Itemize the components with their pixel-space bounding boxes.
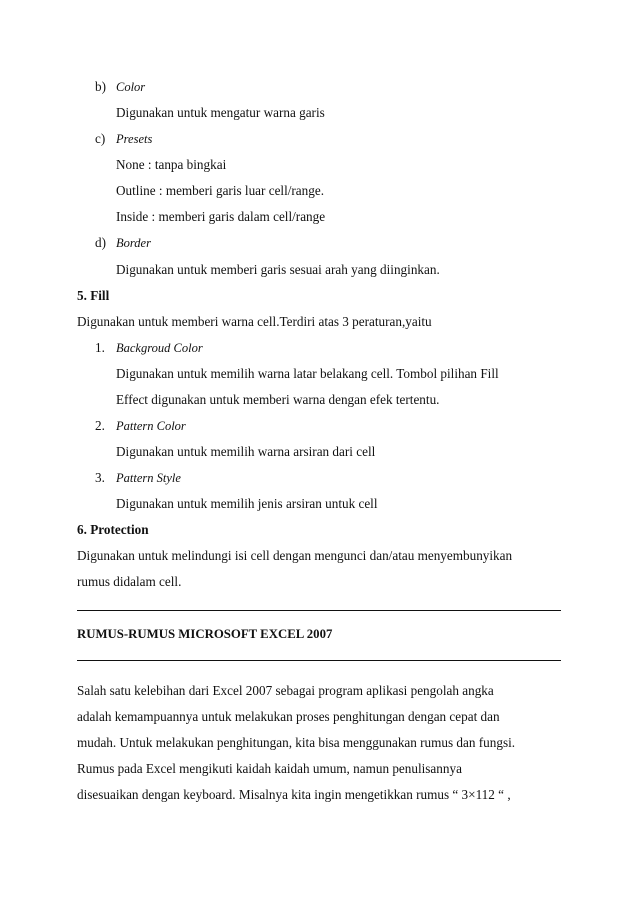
list-marker: 1. — [95, 340, 105, 355]
list-marker: d) — [95, 235, 106, 250]
protection-text: Digunakan untuk melindungi isi cell dengan mengunci dan/atau menyembunyikan — [77, 548, 513, 563]
item-desc: Outline : memberi garis luar cell/range. — [116, 183, 324, 198]
item-desc: Digunakan untuk memberi garis sesuai arah yang diinginkan. — [116, 262, 440, 277]
item-desc: Inside : memberi garis dalam cell/range — [116, 209, 326, 224]
item-title-color: Color — [116, 80, 146, 94]
item-title-background-color: Backgroud Color — [116, 341, 203, 355]
protection-text: rumus didalam cell. — [77, 574, 182, 589]
section-heading-fill: 5. Fill — [77, 288, 110, 303]
item-title-pattern-color: Pattern Color — [116, 419, 186, 433]
item-title-border: Border — [116, 236, 151, 250]
section-heading-protection: 6. Protection — [77, 522, 149, 537]
item-desc: None : tanpa bingkai — [116, 157, 227, 172]
section-title: RUMUS-RUMUS MICROSOFT EXCEL 2007 — [77, 627, 333, 641]
list-marker: b) — [95, 79, 106, 94]
item-desc: Digunakan untuk memilih warna latar belakang cell. Tombol pilihan Fill — [116, 366, 499, 381]
item-desc: Digunakan untuk memilih jenis arsiran untuk cell — [116, 496, 378, 511]
item-title-pattern-style: Pattern Style — [116, 471, 181, 485]
paragraph-line: mudah. Untuk melakukan penghitungan, kita bisa menggunakan rumus dan fungsi. — [77, 735, 516, 750]
fill-intro: Digunakan untuk memberi warna cell.Terdiri atas 3 peraturan,yaitu — [77, 314, 432, 329]
item-desc: Effect digunakan untuk memberi warna dengan efek tertentu. — [116, 392, 440, 407]
paragraph-line: Salah satu kelebihan dari Excel 2007 sebagai program aplikasi pengolah angka — [77, 683, 494, 698]
paragraph-line: disesuaikan dengan keyboard. Misalnya kita ingin mengetikkan rumus “ 3×112 “ , — [77, 787, 511, 802]
divider-bottom — [77, 660, 561, 661]
item-desc: Digunakan untuk mengatur warna garis — [116, 105, 325, 120]
divider-top — [77, 610, 561, 611]
list-marker: c) — [95, 131, 106, 146]
item-title-presets: Presets — [116, 132, 153, 146]
paragraph-line: Rumus pada Excel mengikuti kaidah kaidah umum, namun penulisannya — [77, 761, 462, 776]
list-marker: 2. — [95, 418, 105, 433]
item-desc: Digunakan untuk memilih warna arsiran dari cell — [116, 444, 376, 459]
paragraph-line: adalah kemampuannya untuk melakukan proses penghitungan dengan cepat dan — [77, 709, 500, 724]
list-marker: 3. — [95, 470, 105, 485]
